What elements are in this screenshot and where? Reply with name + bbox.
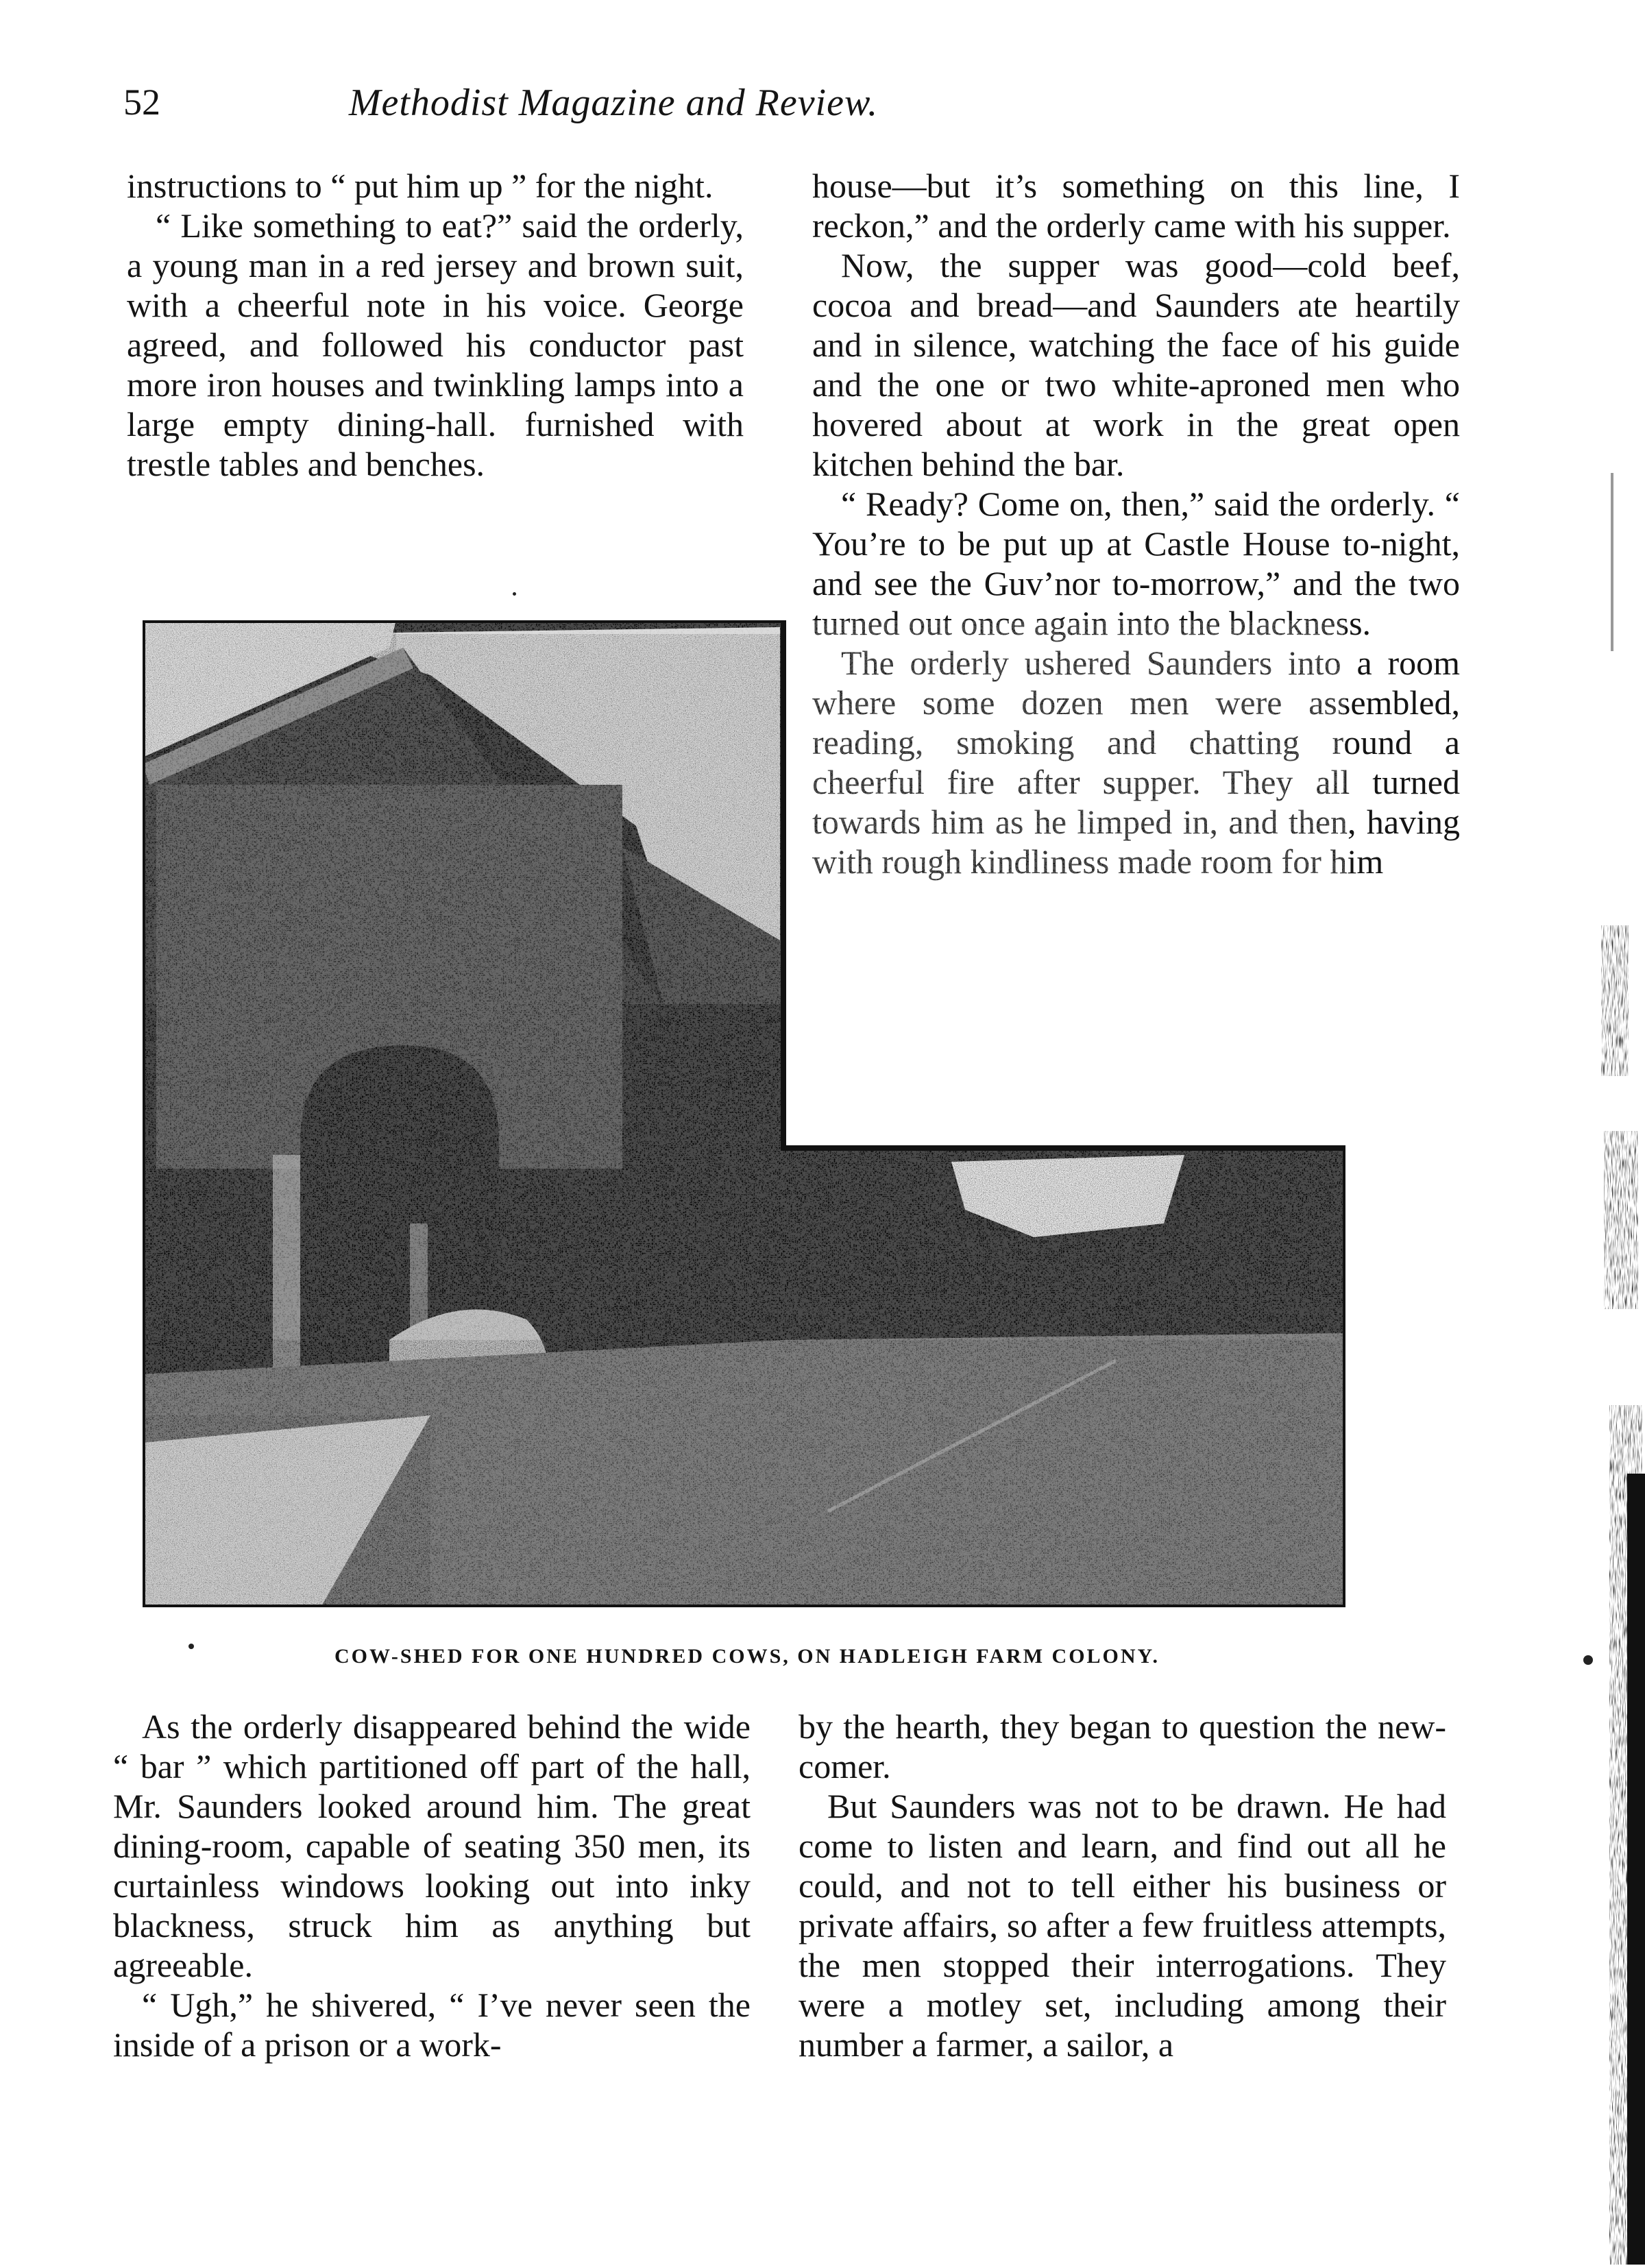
scan-speck [188,1644,194,1649]
running-header [123,81,1104,136]
scan-speck [513,592,516,596]
paragraph: But Saunders was not to be drawn. He had come to listen and learn, and find out all he could, and not to tell either his business or private affairs, so after a few fruitless attempts, the men stopped their interrogations. They were a motley set, including among their number a farmer, a sailor, a [799,1787,1446,2064]
column-top-left [127,166,744,484]
paragraph: “ Ready? Come on, then,” said the orderly. “ You’re to be put up at Castle House to-night, and see the Guv’nor to-morrow,” and the two turned out once again into the blackness. [812,485,1460,642]
paragraph: instructions to “ put him up ” for the night. [127,167,714,205]
column-bottom-left [113,1707,751,2064]
scan-speck [1583,1655,1593,1665]
paragraph: As the orderly disappeared behind the wide “ bar ” which partitioned off part of the hall, Mr. Saunders looked around him. The great dining-room, capable of seating 350 men, its curtainless windows looking out into inky blackness, struck him as anything but agreeable. [113,1707,751,1984]
column-bottom-right [799,1707,1446,2064]
figure-caption: COW-SHED FOR ONE HUNDRED COWS, ON HADLEIGH FARM COLONY. [334,1645,1160,1668]
page-number: 52 [123,82,160,123]
paragraph: The orderly ushered Saunders into a room where some dozen men were assembled, reading, smoking and chatting round a cheerful fire after supper. They all turned towards him as he limped in, and then, having with rough kindliness made room for him [812,644,1460,881]
paragraph: “ Like something to eat?” said the orderly, a young man in a red jersey and brown suit, with a cheerful note in his voice. George agreed, and followed his conductor past more iron houses and twinkling lamps into a large empty dining-hall. furnished with trestle tables and benches. [127,206,744,483]
paragraph: Now, the supper was good—cold beef, cocoa and bread—and Saunders ate heartily and in silence, watching the face of his guide and the one or two white-aproned men who hovered about at work in the great open kitchen behind the bar. [812,246,1460,483]
paragraph: house—but it’s something on this line, I reckon,” and the orderly came with his supper. [812,167,1460,245]
paragraph: “ Ugh,” he shivered, “ I’ve never seen the inside of a prison or a work- [113,1986,751,2064]
cow-shed-photograph [143,620,1345,1607]
paragraph: by the hearth, they began to question the new-comer. [799,1707,1446,1785]
magazine-title: Methodist Magazine and Review. [348,82,879,124]
scan-edge-artifact [1597,446,1645,2265]
